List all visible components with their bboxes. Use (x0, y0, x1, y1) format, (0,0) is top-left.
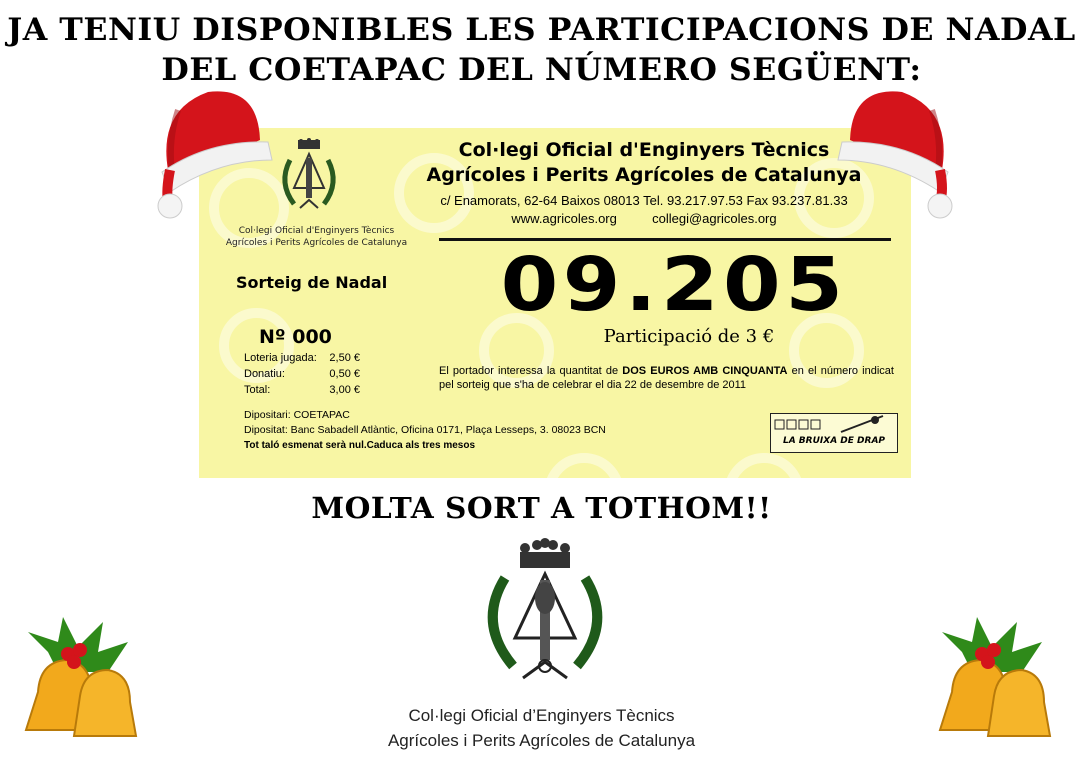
lottery-ticket (199, 128, 911, 478)
pattern-circle (724, 453, 804, 478)
broom-icon (771, 414, 897, 436)
christmas-bells-icon (932, 612, 1062, 752)
ticket-serial: Nº 000 (259, 326, 332, 348)
santa-hat-icon (148, 80, 276, 220)
bearer-amount: DOS EUROS AMB CINQUANTA (622, 365, 788, 377)
bruixa-label: LA BRUIXA DE DRAP (782, 436, 886, 446)
dipositari: Dipositari: COETAPAC (244, 409, 350, 421)
good-luck-message: MOLTA SORT A TOTHOM!! (311, 491, 772, 525)
dipositat: Dipositat: Banc Sabadell Atlàntic, Oficina 0171, Plaça Lesseps, 3. 08023 BCN (244, 424, 606, 436)
org-name-small (209, 225, 424, 249)
contact-block (384, 192, 904, 228)
bearer-text-post: en el número indicat pel sorteig que s'ha de celebrar el dia 22 de desembre de 2011 (439, 365, 894, 391)
price-row (244, 382, 360, 398)
price-value: 3,00 € (329, 384, 360, 396)
headline-line2: DEL COETAPAC DEL NÚMERO SEGÜENT: (161, 52, 922, 88)
email-link: collegi@agricoles.org (652, 211, 777, 226)
price-label: Total: (244, 384, 271, 396)
bruixa-stamp (770, 413, 898, 453)
bearer-text (439, 364, 894, 392)
price-label: Loteria jugada: (244, 352, 317, 364)
org-title-line2: Agrícoles i Perits Agrícoles de Catalunya (426, 164, 862, 186)
web-email (384, 210, 904, 228)
org-title (384, 138, 904, 188)
website-link: www.agricoles.org (511, 211, 617, 226)
college-seal-icon (272, 138, 346, 218)
college-seal-icon (475, 538, 615, 688)
org-title-line1: Col·legi Oficial d'Enginyers Tècnics (458, 139, 830, 161)
address: c/ Enamorats, 62-64 Baixos 08013 Tel. 93.217.97.53 Fax 93.237.81.33 (440, 193, 848, 208)
pattern-circle (544, 453, 624, 478)
participation-value: Participació de 3 € (603, 326, 775, 347)
lottery-number: 09.205 (500, 242, 848, 328)
headline-line1: JA TENIU DISPONIBLES LES PARTICIPACIONS DE NADAL (7, 12, 1076, 48)
price-breakdown (244, 350, 360, 398)
price-value: 0,50 € (329, 368, 360, 380)
org-small-line2: Agrícoles i Perits Agrícoles de Catalunya (225, 238, 408, 248)
sorteig-label: Sorteig de Nadal (236, 273, 388, 292)
bearer-text-pre: El portador interessa la quantitat de (439, 365, 623, 377)
santa-hat-icon (834, 80, 962, 220)
org-small-line1: Col·legi Oficial d'Enginyers Tècnics (238, 226, 395, 236)
price-label: Donatiu: (244, 368, 285, 380)
price-row (244, 350, 360, 366)
footer-line1: Col·legi Oficial d’Enginyers Tècnics (408, 706, 675, 725)
christmas-bells-icon (18, 612, 148, 752)
footer-line2: Agrícoles i Perits Agrícoles de Catalunya (387, 731, 696, 750)
void-notice: Tot taló esmenat serà nul.Caduca als tres mesos (244, 440, 476, 451)
price-row (244, 366, 360, 382)
price-value: 2,50 € (329, 352, 360, 364)
deposit-info (244, 408, 606, 438)
